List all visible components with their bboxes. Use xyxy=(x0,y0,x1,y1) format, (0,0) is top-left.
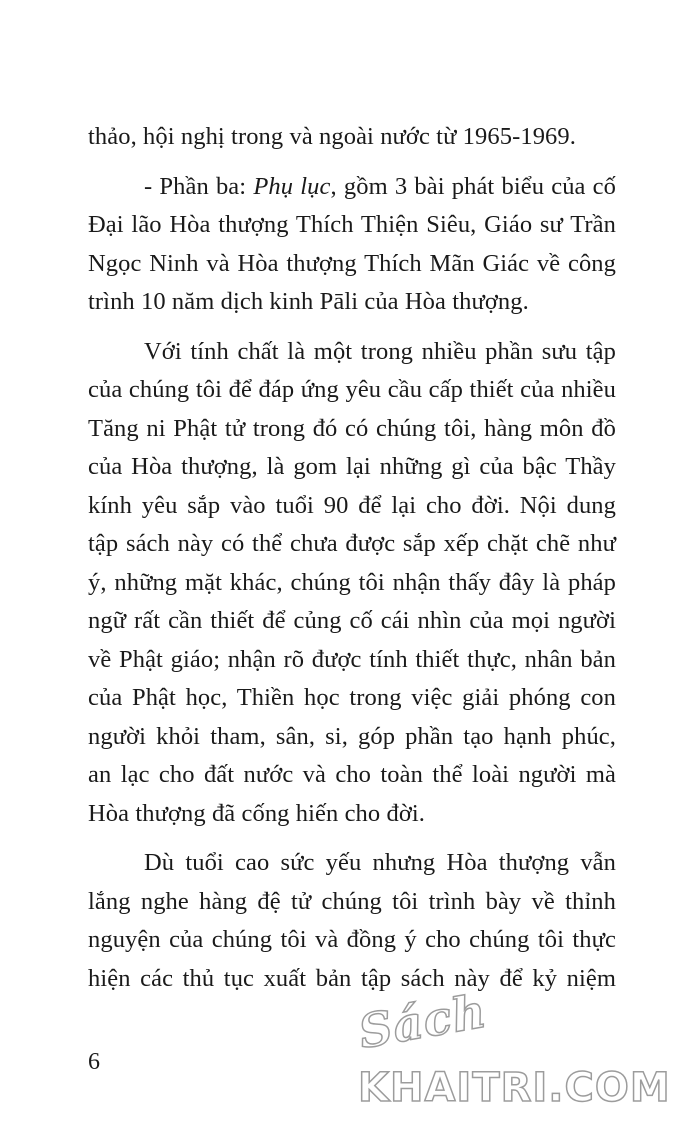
watermark-logo xyxy=(354,983,688,1115)
text-line: hiện các thủ tục xuất bản tập sách này để kỷ niệm xyxy=(88,964,616,992)
text-line: Dù tuổi cao sức yếu nhưng Hòa thượng vẫn xyxy=(144,849,616,876)
text-line: thảo, hội nghị trong và ngoài nước từ 1965-1969. xyxy=(88,123,576,150)
text-line: Đại lão Hòa thượng Thích Thiện Siêu, Giáo sư Trần xyxy=(88,211,616,238)
text-line: Tăng ni Phật tử trong đó có chúng tôi, hàng môn đồ xyxy=(88,414,616,442)
text-line: lắng nghe hàng đệ tử chúng tôi trình bày về thỉnh xyxy=(88,887,616,915)
text-line: nguyện của chúng tôi và đồng ý cho chúng tôi thực xyxy=(88,926,616,953)
text-line: của chúng tôi để đáp ứng yêu cầu cấp thiết của nhiều xyxy=(88,376,616,403)
text-line: an lạc cho đất nước và cho toàn thể loài người mà xyxy=(88,761,616,788)
page-number: 6 xyxy=(88,1049,100,1075)
body-text xyxy=(88,118,616,998)
watermark-domain: KHAITRI.COM xyxy=(358,1065,671,1111)
paragraph-continuation xyxy=(88,118,616,157)
text-line: ngữ rất cần thiết để củng cố cái nhìn của mọi người xyxy=(88,607,616,634)
watermark-script: Sách xyxy=(354,983,491,1059)
text-line: trình 10 năm dịch kinh Pāli của Hòa thượng. xyxy=(88,288,529,315)
text-line: của Phật học, Thiền học trong việc giải phóng con xyxy=(88,684,616,711)
paragraph-part-three xyxy=(88,168,616,322)
text-line: tập sách này có thể chưa được sắp xếp chặt chẽ như xyxy=(88,530,616,557)
text-line: về Phật giáo; nhận rõ được tính thiết thực, nhân bản xyxy=(88,645,616,673)
text-line: ý, những mặt khác, chúng tôi nhận thấy đây là pháp xyxy=(88,568,616,596)
text-line: Với tính chất là một trong nhiều phần sưu tập xyxy=(144,337,616,365)
paragraph-consent xyxy=(88,844,616,998)
text-line: kính yêu sắp vào tuổi 90 để lại cho đời. Nội dung xyxy=(88,491,616,519)
text-line: - Phần ba: Phụ lục, gồm 3 bài phát biểu của cố xyxy=(144,172,616,200)
text-line: Hòa thượng đã cống hiến cho đời. xyxy=(88,799,426,827)
text-line: của Hòa thượng, là gom lại những gì của bậc Thầy xyxy=(88,453,616,480)
text-line: Ngọc Ninh và Hòa thượng Thích Mãn Giác về công xyxy=(88,249,616,277)
paragraph-purpose xyxy=(88,333,616,834)
italic-term: Phụ lục xyxy=(253,172,331,200)
text-line: người khỏi tham, sân, si, góp phần tạo hạnh phúc, xyxy=(88,722,616,750)
